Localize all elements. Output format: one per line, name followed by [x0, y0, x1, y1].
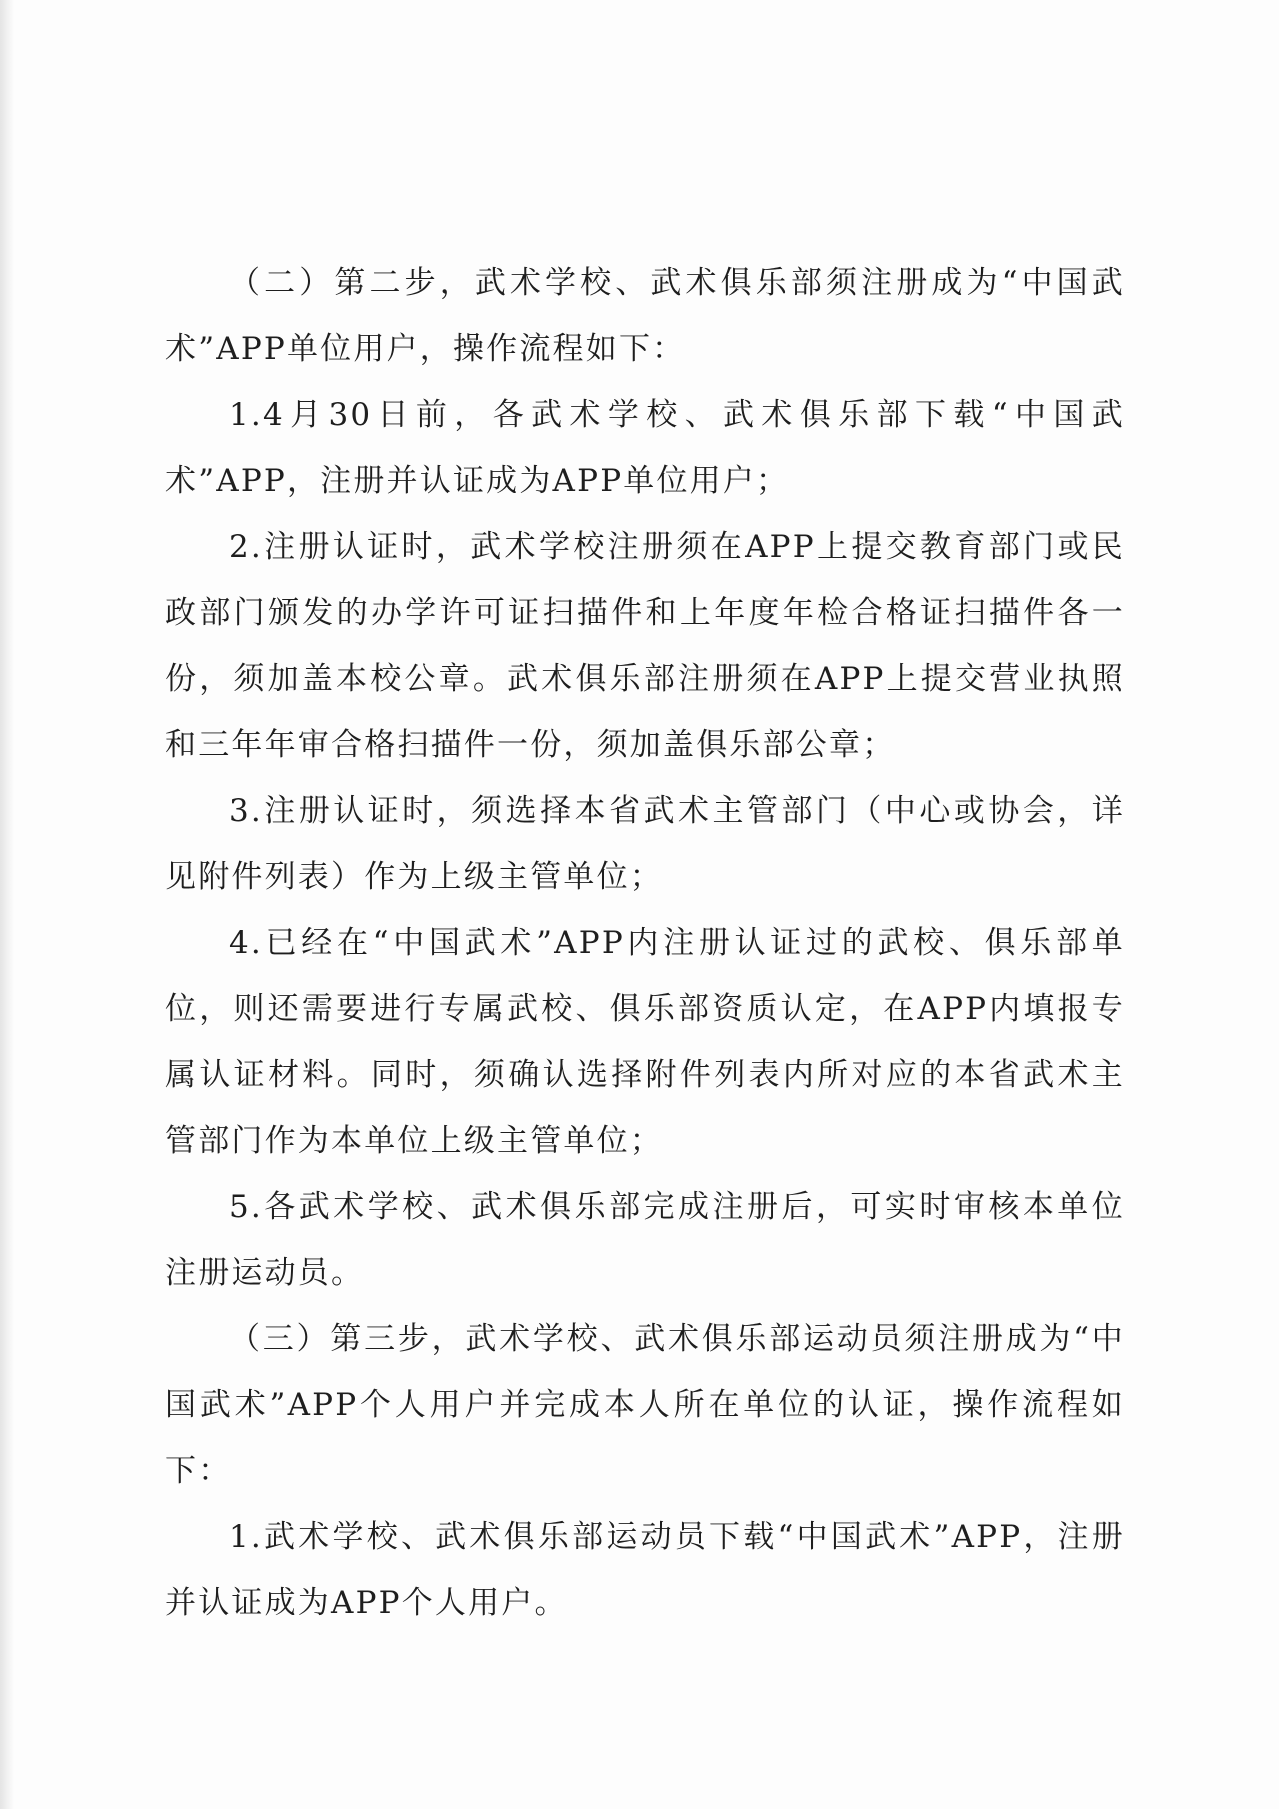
paragraph-step-two: （二）第二步，武术学校、武术俱乐部须注册成为“中国武术”APP单位用户，操作流程如下：: [165, 265, 1125, 367]
paragraph-step-three-item-1: 1.武术学校、武术俱乐部运动员下载“中国武术”APP，注册并认证成为APP个人用户。: [165, 1519, 1125, 1621]
paragraph-item-5: 5.各武术学校、武术俱乐部完成注册后，可实时审核本单位注册运动员。: [165, 1189, 1125, 1291]
paragraph-item-2: 2.注册认证时，武术学校注册须在APP上提交教育部门或民政部门颁发的办学许可证扫描件和上年度年检合格证扫描件各一份，须加盖本校公章。武术俱乐部注册须在APP上提交营业执照和三年年审合格扫描件一份，须加盖俱乐部公章；: [165, 529, 1125, 763]
paragraph-item-3: 3.注册认证时，须选择本省武术主管部门（中心或协会，详见附件列表）作为上级主管单位；: [165, 793, 1125, 895]
paragraph-item-1: 1.4月30日前，各武术学校、武术俱乐部下载“中国武术”APP，注册并认证成为APP单位用户；: [165, 397, 1125, 499]
paragraph-step-three: （三）第三步，武术学校、武术俱乐部运动员须注册成为“中国武术”APP个人用户并完成本人所在单位的认证，操作流程如下：: [165, 1321, 1125, 1489]
document-body: [165, 250, 1125, 1636]
scan-edge-shadow: [0, 0, 14, 1809]
paragraph-item-4: 4.已经在“中国武术”APP内注册认证过的武校、俱乐部单位，则还需要进行专属武校、俱乐部资质认定，在APP内填报专属认证材料。同时，须确认选择附件列表内所对应的本省武术主管部门作为本单位上级主管单位；: [165, 925, 1125, 1159]
